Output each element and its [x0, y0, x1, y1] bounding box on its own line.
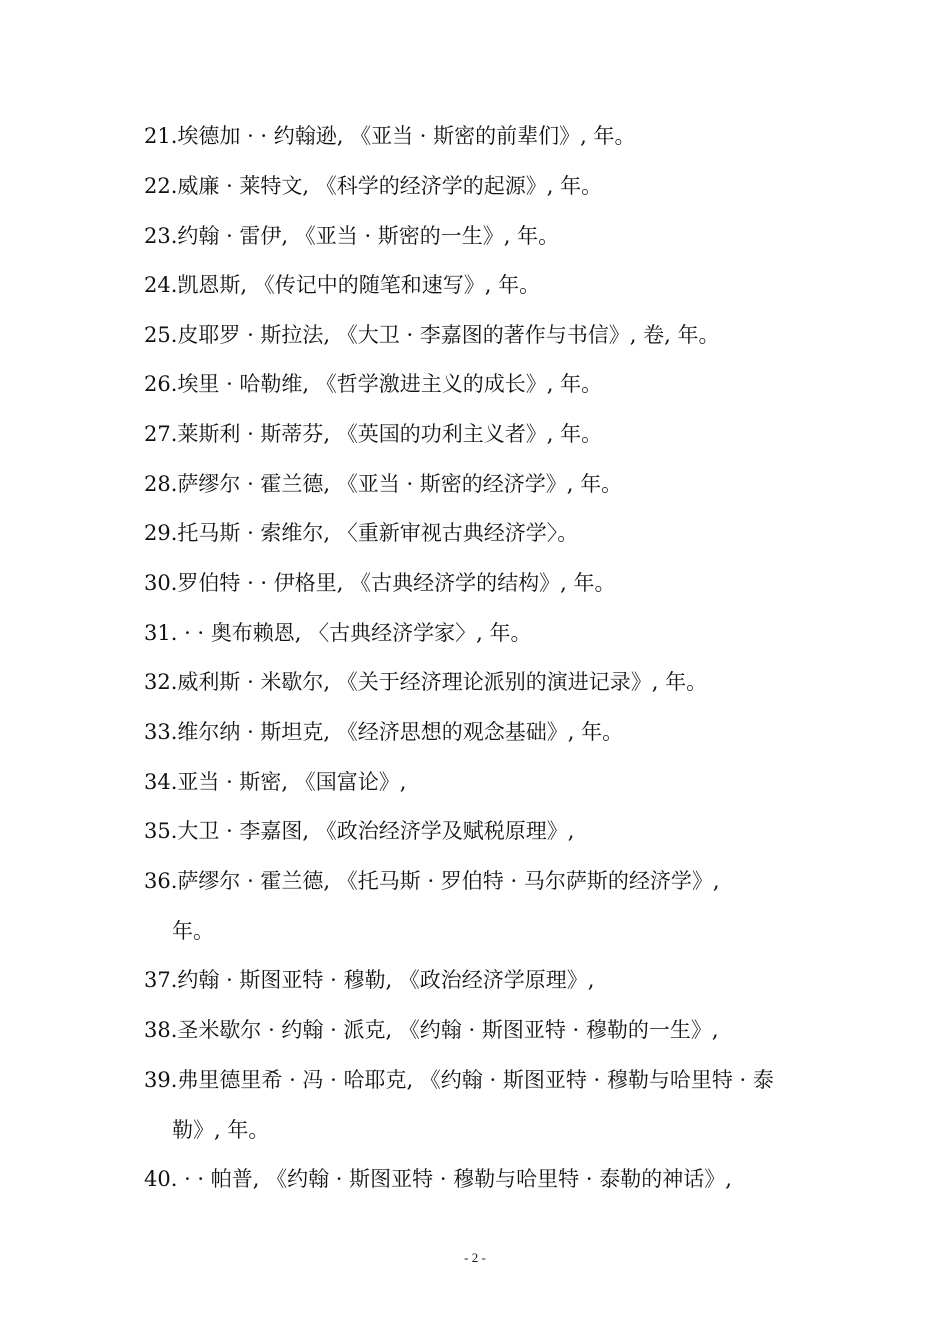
reference-entry-36	[144, 867, 720, 943]
page-number: - 2 -	[464, 1250, 486, 1265]
reference-entry-25: 25.皮耶罗 · 斯拉法, 《大卫 · 李嘉图的著作与书信》, 卷, 年。	[144, 323, 720, 347]
reference-entry-23: 23.约翰 · 雷伊, 《亚当 · 斯密的一生》, 年。	[144, 224, 560, 248]
reference-entry-33: 33.维尔纳 · 斯坦克, 《经济思想的观念基础》, 年。	[144, 720, 624, 744]
reference-entry-40: 40. · · 帕普, 《约翰 · 斯图亚特 · 穆勒与哈里特 · 泰勒的神话》,	[144, 1167, 732, 1191]
reference-entry-38: 38.圣米歇尔 · 约翰 · 派克, 《约翰 · 斯图亚特 · 穆勒的一生》,	[144, 1018, 719, 1042]
reference-entry-24: 24.凯恩斯, 《传记中的随笔和速写》, 年。	[144, 273, 541, 297]
reference-entry-26: 26.埃里 · 哈勒维, 《哲学激进主义的成长》, 年。	[144, 372, 603, 396]
reference-entry-32: 32.威利斯 · 米歇尔, 《关于经济理论派别的演进记录》, 年。	[144, 670, 708, 694]
reference-entry-37: 37.约翰 · 斯图亚特 · 穆勒, 《政治经济学原理》,	[144, 968, 595, 992]
reference-entry-30: 30.罗伯特 · · 伊格里, 《古典经济学的结构》, 年。	[144, 571, 616, 595]
reference-entry-21: 21.埃德加 · · 约翰逊, 《亚当 · 斯密的前辈们》, 年。	[144, 124, 636, 148]
reference-entry-27: 27.莱斯利 · 斯蒂芬, 《英国的功利主义者》, 年。	[144, 422, 603, 446]
reference-entry-29: 29.托马斯 · 索维尔, 〈重新审视古典经济学〉。	[144, 521, 579, 545]
reference-entry-34: 34.亚当 · 斯密, 《国富论》,	[144, 770, 407, 794]
reference-entry-39	[144, 1066, 774, 1142]
reference-entry-22: 22.威廉 · 莱特文, 《科学的经济学的起源》, 年。	[144, 174, 603, 198]
reference-entry-35: 35.大卫 · 李嘉图, 《政治经济学及赋税原理》,	[144, 819, 575, 843]
reference-entry-39-line2: 勒》, 年。	[172, 1118, 270, 1142]
reference-entry-28: 28.萨缪尔 · 霍兰德, 《亚当 · 斯密的经济学》, 年。	[144, 472, 623, 496]
reference-entry-39-line1: 39.弗里德里希 · 冯 · 哈耶克, 《约翰 · 斯图亚特 · 穆勒与哈里特 · 泰	[144, 1068, 774, 1092]
reference-entry-31: 31. · · 奥布赖恩, 〈古典经济学家〉, 年。	[144, 621, 532, 645]
reference-entry-36-line1: 36.萨缪尔 · 霍兰德, 《托马斯 · 罗伯特 · 马尔萨斯的经济学》,	[144, 869, 720, 893]
reference-entry-36-line2: 年。	[172, 919, 214, 943]
